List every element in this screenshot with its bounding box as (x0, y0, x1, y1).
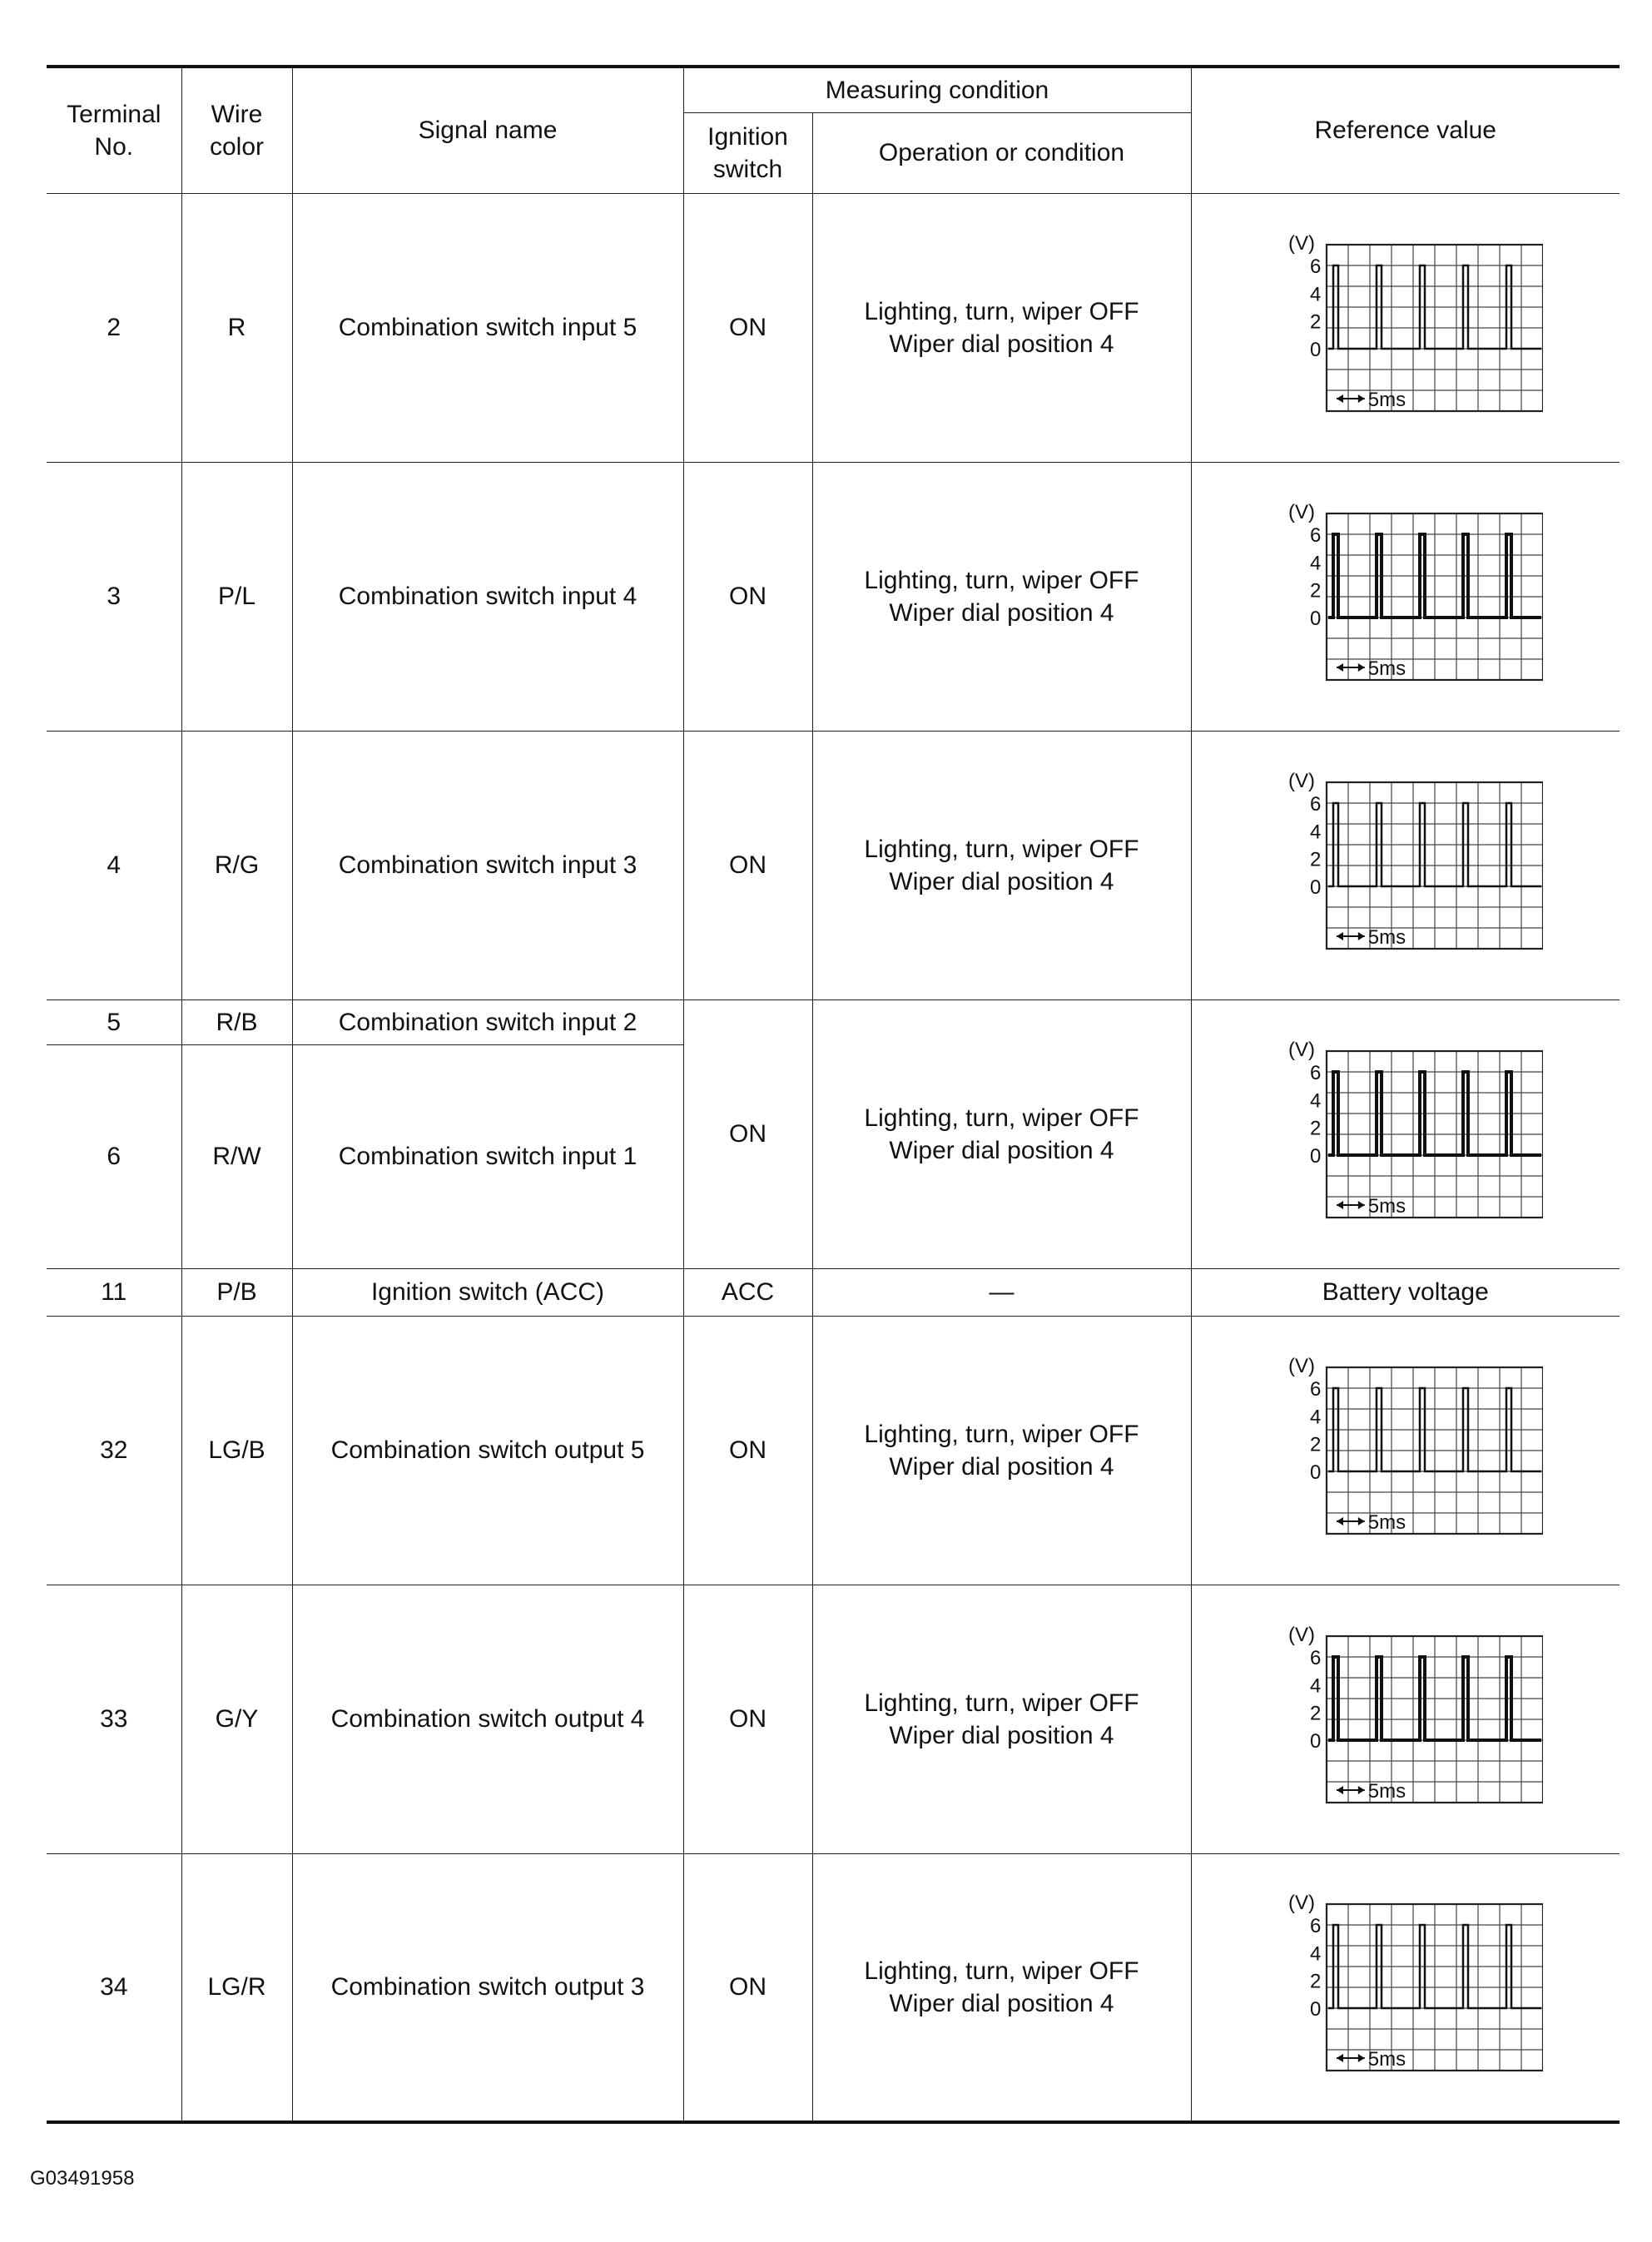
terminal-no: 11 (47, 1268, 181, 1316)
waveform-label-y0: 0 (1309, 607, 1322, 630)
operation-line: Wiper dial position 4 (889, 330, 1114, 358)
table-row (47, 1585, 1620, 1853)
waveform-label-y0: 0 (1309, 875, 1322, 899)
header-operation: Operation or condition (812, 112, 1191, 193)
table-row (47, 1316, 1620, 1585)
signal-name: Combination switch input 2 (292, 999, 683, 1044)
waveform-label-y4: 4 (1309, 1405, 1322, 1428)
table-row (47, 999, 1620, 1044)
header-wire-color: Wire color (181, 67, 292, 193)
waveform-graph (1268, 1351, 1543, 1550)
operation-line: Lighting, turn, wiper OFF (864, 1957, 1139, 1985)
wire-color: R/B (181, 999, 292, 1044)
terminal-no: 32 (47, 1316, 181, 1585)
waveform-label-time: 5ms (1367, 2047, 1406, 2071)
signal-name: Combination switch input 5 (292, 193, 683, 462)
operation-condition (812, 1853, 1191, 2122)
operation-line: Lighting, turn, wiper OFF (864, 566, 1139, 594)
operation-line: Lighting, turn, wiper OFF (864, 297, 1139, 325)
signal-name: Combination switch output 4 (292, 1585, 683, 1853)
operation-line: Wiper dial position 4 (889, 598, 1114, 627)
signal-name: Combination switch input 1 (292, 1044, 683, 1268)
waveform-label-y2: 2 (1309, 1702, 1322, 1725)
operation-condition (812, 462, 1191, 731)
waveform-label-time: 5ms (1367, 657, 1406, 680)
reference-value (1191, 462, 1620, 731)
waveform-label-unit: (V) (1287, 1891, 1315, 1914)
arrow-right-icon (1358, 1201, 1365, 1209)
wire-color: R (181, 193, 292, 462)
operation-condition (812, 1585, 1191, 1853)
waveform-label-y4: 4 (1309, 1089, 1322, 1112)
terminal-no: 4 (47, 731, 181, 999)
ignition-switch: ACC (683, 1268, 812, 1316)
ignition-switch: ON (683, 462, 812, 731)
waveform-label-y2: 2 (1309, 310, 1322, 334)
wire-color: LG/R (181, 1853, 292, 2122)
table-row (47, 1268, 1620, 1316)
terminal-no: 33 (47, 1585, 181, 1853)
waveform-label-y2: 2 (1309, 1117, 1322, 1140)
waveform-label-unit: (V) (1287, 231, 1315, 255)
wire-color: LG/B (181, 1316, 292, 1585)
waveform-label-time: 5ms (1367, 388, 1406, 411)
ignition-switch: ON (683, 999, 812, 1268)
table-row (47, 731, 1620, 999)
ignition-switch: ON (683, 1316, 812, 1585)
header-reference-value: Reference value (1191, 67, 1620, 193)
signal-name: Combination switch input 4 (292, 462, 683, 731)
arrow-left-icon (1337, 1517, 1343, 1525)
waveform-label-y2: 2 (1309, 1970, 1322, 1993)
wire-color: G/Y (181, 1585, 292, 1853)
waveform-graph (1268, 497, 1543, 697)
waveform-graph (1268, 1619, 1543, 1819)
terminal-no: 3 (47, 462, 181, 731)
waveform-label-y6: 6 (1309, 1377, 1322, 1401)
waveform-label-time: 5ms (1367, 925, 1406, 949)
waveform-label-y6: 6 (1309, 792, 1322, 816)
operation-line: Lighting, turn, wiper OFF (864, 1104, 1139, 1132)
terminal-no: 34 (47, 1853, 181, 2122)
arrow-right-icon (1358, 663, 1365, 672)
operation-line: Lighting, turn, wiper OFF (864, 835, 1139, 863)
operation-condition (812, 731, 1191, 999)
operation-line: Wiper dial position 4 (889, 1989, 1114, 2017)
waveform-label-unit: (V) (1287, 1623, 1315, 1646)
operation-condition: — (812, 1268, 1191, 1316)
operation-line: Lighting, turn, wiper OFF (864, 1689, 1139, 1717)
reference-value (1191, 1853, 1620, 2122)
waveform-label-y6: 6 (1309, 1914, 1322, 1937)
arrow-right-icon (1358, 932, 1365, 940)
waveform-label-time: 5ms (1367, 1194, 1406, 1218)
waveform-graph (1268, 766, 1543, 965)
waveform-label-y4: 4 (1309, 820, 1322, 843)
waveform-label-y0: 0 (1309, 1997, 1322, 2021)
signal-name: Ignition switch (ACC) (292, 1268, 683, 1316)
arrow-left-icon (1337, 932, 1343, 940)
waveform-graph (1268, 1887, 1543, 2087)
waveform-label-y6: 6 (1309, 1061, 1322, 1084)
waveform-graph (1268, 228, 1543, 428)
waveform-label-y6: 6 (1309, 255, 1322, 278)
wire-color: R/G (181, 731, 292, 999)
ignition-switch: ON (683, 193, 812, 462)
reference-value: Battery voltage (1191, 1268, 1620, 1316)
operation-line: Wiper dial position 4 (889, 1721, 1114, 1749)
waveform-label-y2: 2 (1309, 579, 1322, 603)
signal-name: Combination switch input 3 (292, 731, 683, 999)
header-ignition-switch: Ignition switch (683, 112, 812, 193)
header-terminal-no: Terminal No. (47, 67, 181, 193)
waveform-label-unit: (V) (1287, 500, 1315, 523)
arrow-left-icon (1337, 1786, 1343, 1794)
waveform-label-y4: 4 (1309, 1942, 1322, 1966)
reference-value (1191, 193, 1620, 462)
ignition-switch: ON (683, 731, 812, 999)
waveform-label-unit: (V) (1287, 1354, 1315, 1377)
waveform-label-y0: 0 (1309, 338, 1322, 361)
operation-line: Wiper dial position 4 (889, 867, 1114, 895)
reference-value (1191, 1316, 1620, 1585)
waveform-label-time: 5ms (1367, 1779, 1406, 1803)
waveform-label-time: 5ms (1367, 1510, 1406, 1534)
waveform-label-y6: 6 (1309, 523, 1322, 547)
arrow-left-icon (1337, 1201, 1343, 1209)
reference-value (1191, 999, 1620, 1268)
arrow-left-icon (1337, 2054, 1343, 2062)
waveform-label-y2: 2 (1309, 1433, 1322, 1456)
arrow-left-icon (1337, 394, 1343, 403)
waveform-label-unit: (V) (1287, 769, 1315, 792)
wire-color: P/L (181, 462, 292, 731)
operation-condition (812, 999, 1191, 1268)
operation-condition (812, 193, 1191, 462)
waveform-label-y4: 4 (1309, 551, 1322, 574)
terminal-no: 5 (47, 999, 181, 1044)
header-signal-name: Signal name (292, 67, 683, 193)
signal-name: Combination switch output 5 (292, 1316, 683, 1585)
operation-line: Wiper dial position 4 (889, 1452, 1114, 1481)
wire-color: R/W (181, 1044, 292, 1268)
waveform-label-y4: 4 (1309, 282, 1322, 305)
terminal-no: 2 (47, 193, 181, 462)
terminal-no: 6 (47, 1044, 181, 1268)
wire-color: P/B (181, 1268, 292, 1316)
operation-line: Wiper dial position 4 (889, 1136, 1114, 1164)
arrow-right-icon (1358, 394, 1365, 403)
operation-condition (812, 1316, 1191, 1585)
waveform-label-y0: 0 (1309, 1144, 1322, 1168)
signal-name: Combination switch output 3 (292, 1853, 683, 2122)
waveform-label-y2: 2 (1309, 848, 1322, 871)
waveform-label-y0: 0 (1309, 1461, 1322, 1484)
arrow-right-icon (1358, 1786, 1365, 1794)
table-row (47, 1853, 1620, 2122)
table-row (47, 193, 1620, 462)
ignition-switch: ON (683, 1585, 812, 1853)
waveform-label-y4: 4 (1309, 1674, 1322, 1697)
header-measuring-condition: Measuring condition (683, 67, 1191, 112)
waveform-label-y0: 0 (1309, 1729, 1322, 1753)
arrow-right-icon (1358, 2054, 1365, 2062)
table-row (47, 462, 1620, 731)
operation-line: Lighting, turn, wiper OFF (864, 1420, 1139, 1448)
waveform-label-y6: 6 (1309, 1646, 1322, 1669)
waveform-graph (1268, 1034, 1543, 1234)
arrow-right-icon (1358, 1517, 1365, 1525)
reference-value (1191, 731, 1620, 999)
reference-value (1191, 1585, 1620, 1853)
figure-code: G03491958 (30, 2167, 135, 2190)
arrow-left-icon (1337, 663, 1343, 672)
waveform-label-unit: (V) (1287, 1038, 1315, 1061)
ignition-switch: ON (683, 1853, 812, 2122)
terminal-reference-table (47, 65, 1620, 2124)
